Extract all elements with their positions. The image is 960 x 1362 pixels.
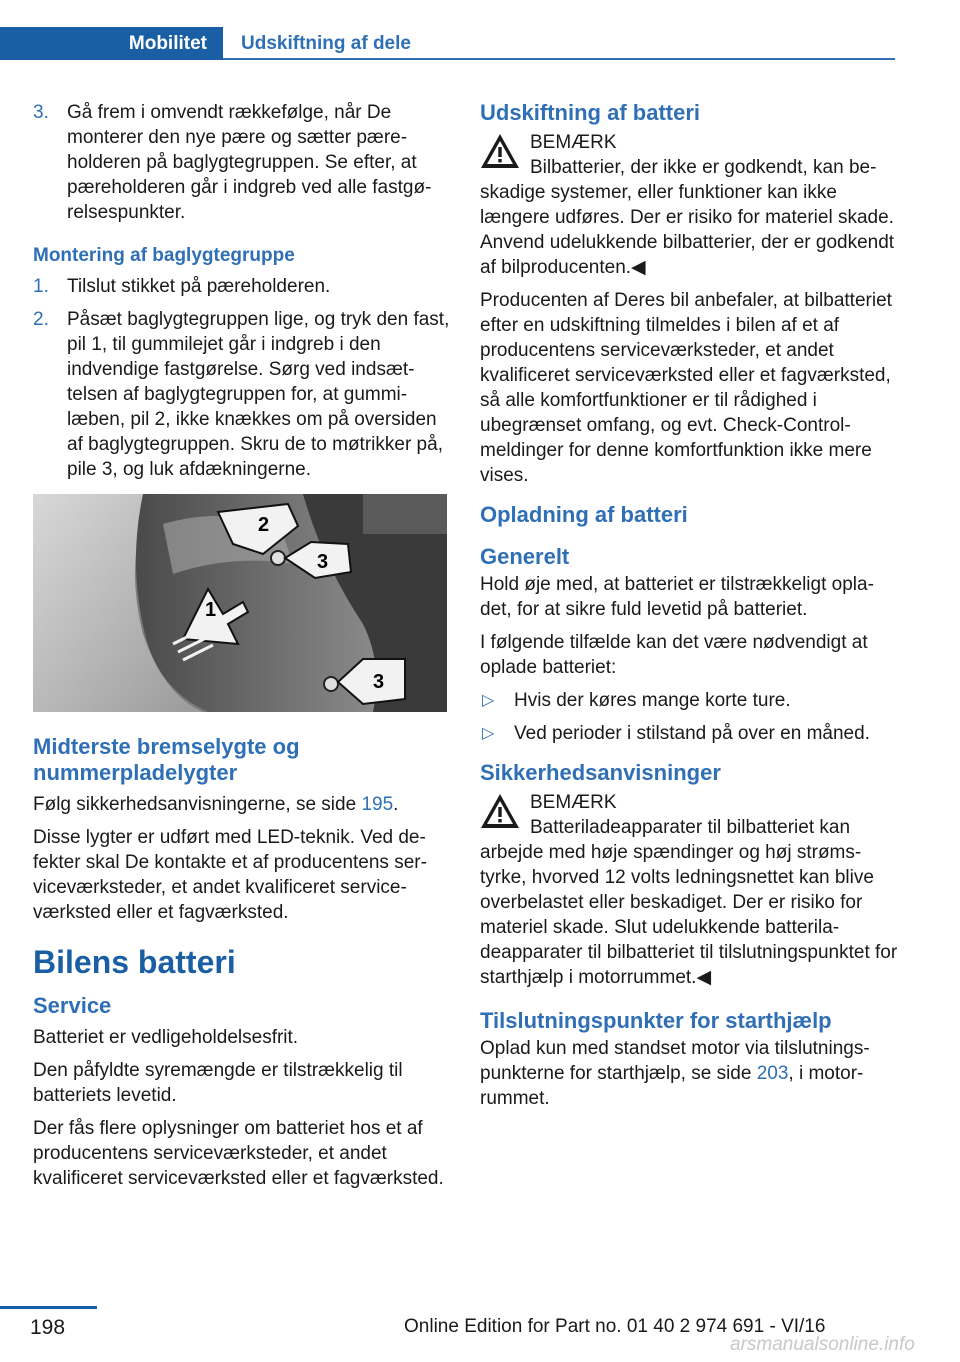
warning-icon: [480, 793, 520, 829]
warning-title: BEMÆRK: [530, 132, 617, 153]
warning-text: Bilbatterier, der ikke er godkendt, kan beskadige systemer, eller funktioner kan ikke længere udføres. Der er risiko for materiel skade. Anvend udelukkende bilbatterier, der er godkendt af bilproducenten.◀: [480, 157, 895, 278]
general-heading: Generelt: [480, 544, 570, 569]
warning-icon: [480, 133, 520, 169]
bullet-triangle-icon: ▷: [482, 725, 495, 742]
bullet-text: Ved perioder i stilstand på over en måned.: [514, 723, 870, 744]
right-column: [480, 100, 898, 1119]
tail-light-figure: [33, 494, 447, 712]
bullet-triangle-icon: ▷: [482, 692, 495, 709]
step-text: Påsæt baglygtegruppen lige, og tryk den fast, pil 1, til gummilejet går i indgreb i den indvendige fastgørelse. Sørg ved indsættelsen af baglygtegruppen for, at gummilæben, pil 2, ikke knækkes om på oversiden af baglygtegruppen. Skru de to møtrikker på, pile 3, og luk afdækningerne.: [67, 309, 450, 480]
general-paragraph-2: I følgende tilfælde kan det være nødvendigt at oplade batteriet:: [480, 632, 868, 678]
brake-paragraph-2: Disse lygter er udført med LED-teknik. Ved defekter skal De kontakte et af producentens serviceværksteder, et andet kvalificeret serviceværksted eller et fagværksted.: [33, 827, 427, 923]
page-header: [0, 27, 895, 60]
text: Oplad kun med standset motor via tilslutningspunkterne for starthjælp, se side: [480, 1038, 870, 1084]
page-link-195[interactable]: 195: [361, 794, 394, 815]
charge-condition-list: [480, 688, 898, 746]
warning-text: Batteriladeapparater til bilbatteriet kan arbejde med høje spændinger og høj strømstyrke, hvorved 12 volts ledningsnettet kan blive overbelastet eller beskadiget. Der er risiko for materiel skade. Slut udelukkende batteriladeapparater til bilbatteriet til tilslutningspunktet for starthjælp i motorrummet.◀: [480, 817, 898, 988]
jump-start-heading: Tilslutningspunkter for starthjælp: [480, 1008, 832, 1033]
figure-label: 1: [205, 599, 217, 621]
figure-label: 2: [258, 514, 270, 536]
step-text: Tilslut stikket på pæreholderen.: [67, 276, 331, 297]
list-item: [33, 274, 451, 299]
step-number: 2.: [33, 309, 49, 330]
safety-heading: Sikkerhedsanvisninger: [480, 760, 721, 785]
step-number: 1.: [33, 276, 49, 297]
step-text: Gå frem i omvendt rækkefølge, når De monterer den nye pære og sætter pæreholderen på baglygtegruppen. Se efter, at pæreholderen går i indgreb ved alle fastgørelsespunkter.: [67, 102, 432, 223]
service-paragraph-1: Batteriet er vedligeholdelsesfrit.: [33, 1027, 299, 1048]
watermark: arsmanualsonline.info: [730, 1334, 915, 1355]
warning-block: [480, 130, 898, 155]
edition-note: Online Edition for Part no. 01 40 2 974 691 - VI/16: [404, 1316, 826, 1337]
tail-light-illustration: [33, 494, 447, 712]
warning-title: BEMÆRK: [530, 792, 617, 813]
replace-battery-heading: Udskiftning af batteri: [480, 100, 701, 125]
service-heading: Service: [33, 993, 112, 1018]
list-item: [480, 688, 898, 713]
page-number: 198: [30, 1316, 66, 1339]
footer-rule: [0, 1306, 97, 1309]
list-item: [33, 100, 451, 225]
text: .: [393, 794, 399, 815]
brake-light-heading: Midterste bremselygte og nummerpladelygter: [33, 734, 300, 785]
brake-paragraph-1: [33, 792, 451, 817]
warning-block: [480, 790, 898, 815]
service-paragraph-3: Der fås flere oplysninger om batteriet hos et af producentens serviceværksteder, et andet kvalificeret serviceværksted eller et fagværksted.: [33, 1118, 444, 1189]
jump-start-paragraph: [480, 1036, 898, 1111]
section-tab: Mobilitet: [0, 27, 223, 60]
left-column: [33, 100, 451, 1199]
bullet-text: Hvis der køres mange korte ture.: [514, 690, 791, 711]
mount-heading: Montering af baglygtegruppe: [33, 245, 295, 266]
list-item: [33, 307, 451, 482]
step-list-continued: [33, 100, 451, 225]
mount-step-list: [33, 274, 451, 482]
text: , i motorrummet.: [480, 1063, 864, 1109]
figure-label: 3: [317, 551, 329, 573]
figure-label: 3: [373, 671, 385, 693]
replace-paragraph: Producenten af Deres bil anbefaler, at bilbatteriet efter en udskiftning tilmeldes i bilen af et af producentens serviceværksteder, et andet kvalificeret serviceværksted eller et fagværksted, så alle komfortfunktioner er til rådighed i ubegrænset omfang, og evt. Check-Control-meldinger for denne komfortfunktion ikke mere vises.: [480, 290, 892, 486]
page-link-203[interactable]: 203: [756, 1063, 789, 1084]
battery-chapter-heading: Bilens batteri: [33, 944, 236, 980]
header-rule: [223, 58, 895, 60]
step-number: 3.: [33, 102, 49, 123]
subsection-tab: Udskiftning af dele: [241, 33, 411, 54]
service-paragraph-2: Den påfyldte syremængde er tilstrækkelig til batteriets levetid.: [33, 1060, 403, 1106]
charging-heading: Opladning af batteri: [480, 502, 688, 527]
general-paragraph-1: Hold øje med, at batteriet er tilstrækkeligt opladet, for at sikre fuld levetid på batteriet.: [480, 574, 874, 620]
text: Følg sikkerhedsanvisningerne, se side: [33, 794, 362, 815]
list-item: [480, 721, 898, 746]
